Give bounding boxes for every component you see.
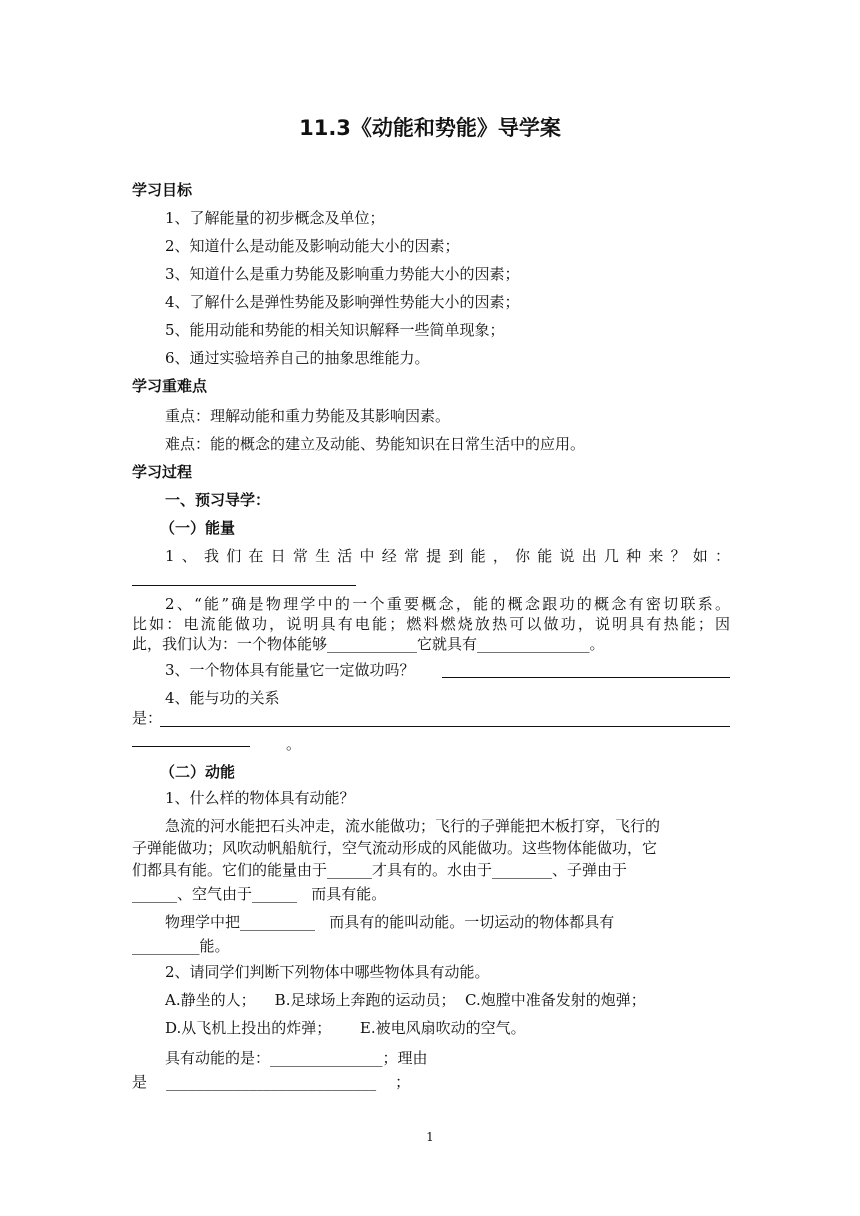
- question-4-period: 。: [286, 735, 302, 753]
- question-4-is: 是：: [132, 709, 163, 727]
- kinetic-paragraph-line-2: 子弹能做功；风吹动帆船航行，空气流动形成的风能做功。这些物体能做功，它: [132, 839, 658, 857]
- kinetic-paragraph-line-3: 们都具有能。它们的能量由于______才具有的。水由于________、子弹由于: [132, 861, 628, 879]
- page-number: 1: [426, 1130, 434, 1144]
- kinetic-reason-line: 是 ____________________________ ；: [132, 1073, 411, 1091]
- goal-item-4: 4、了解什么是弹性势能及影响弹性势能大小的因素；: [165, 293, 520, 311]
- kinetic-definition-line-2: _________能。: [132, 937, 230, 955]
- kinetic-paragraph-line-4: ______、空气由于______ 而具有能。: [132, 885, 387, 903]
- answer-blank-3: [442, 677, 730, 678]
- goal-item-2: 2、知道什么是动能及影响动能大小的因素；: [165, 237, 460, 255]
- kinetic-options-line-1: A.静坐的人； B.足球场上奔跑的运动员； C.炮膛中准备发射的炮弹；: [165, 991, 646, 1009]
- goal-item-3: 3、知道什么是重力势能及影响重力势能大小的因素；: [165, 265, 520, 283]
- keypoint-difficulty: 难点：能的概念的建立及动能、势能知识在日常生活中的应用。: [165, 435, 586, 453]
- goal-item-5: 5、能用动能和势能的相关知识解释一些简单现象；: [165, 321, 505, 339]
- answer-blank-4a: [160, 726, 730, 727]
- question-2-line-2: 比如：电流能做功，说明具有电能；燃料燃烧放热可以做功，说明具有热能；因: [132, 615, 730, 633]
- question-2-line-1: 2、“能”确是物理学中的一个重要概念，能的概念跟功的概念有密切联系。: [165, 595, 730, 613]
- goal-item-1: 1、了解能量的初步概念及单位；: [165, 209, 385, 227]
- answer-blank-4b: [132, 746, 250, 747]
- kinetic-question-2: 2、请同学们判断下列物体中哪些物体具有动能。: [165, 963, 490, 981]
- kinetic-answer-line: 具有动能的是：_______________；理由: [165, 1049, 428, 1067]
- question-2-line-3: 此，我们认为：一个物体能够____________它就具有_______________。: [132, 635, 605, 653]
- kinetic-paragraph-line-1: 急流的河水能把石头冲走，流水能做功；飞行的子弹能把木板打穿，飞行的: [165, 817, 661, 835]
- kinetic-question-1: 1、什么样的物体具有动能？: [165, 789, 355, 807]
- subsection-energy-heading: （一）能量: [160, 519, 236, 537]
- process-heading: 学习过程: [132, 463, 193, 481]
- keypoint-focus: 重点：理解动能和重力势能及其影响因素。: [165, 407, 451, 425]
- document-title: 11.3《动能和势能》导学案: [299, 116, 561, 140]
- question-3: 3、一个物体具有能量它一定做功吗？: [165, 661, 415, 679]
- goal-item-6: 6、通过实验培养自己的抽象思维能力。: [165, 349, 430, 367]
- goals-heading: 学习目标: [132, 181, 193, 199]
- kinetic-definition-line-1: 物理学中把__________ 而具有的能叫动能。一切运动的物体都具有: [165, 913, 615, 931]
- section-preview-heading: 一、预习导学：: [165, 491, 271, 509]
- question-1: 1、我们在日常生活中经常提到能，你能说出几种来？如：: [165, 547, 730, 565]
- question-4: 4、能与功的关系: [165, 689, 280, 707]
- kinetic-options-line-2: D.从飞机上投出的炸弹； E.被电风扇吹动的空气。: [165, 1019, 526, 1037]
- answer-blank-1: [132, 585, 356, 586]
- subsection-kinetic-heading: （二）动能: [160, 763, 236, 781]
- keypoints-heading: 学习重难点: [132, 377, 208, 395]
